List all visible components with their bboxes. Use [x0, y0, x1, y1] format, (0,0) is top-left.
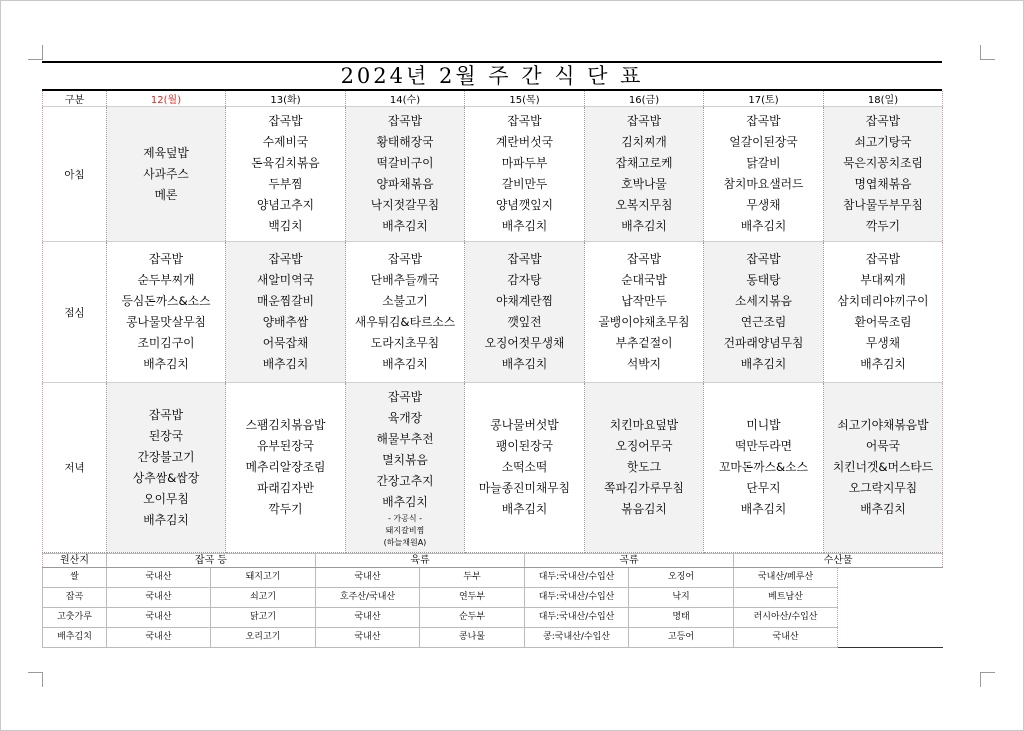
menu-item: 배추김치	[740, 502, 787, 516]
origin-source: 국내산/페루산	[734, 568, 838, 588]
menu-item: 깍두기	[268, 502, 303, 516]
menu-item: 사과주스	[143, 166, 189, 181]
menu-cell	[704, 383, 824, 553]
menu-item: 잡곡밥	[626, 252, 662, 266]
menu-item: 얼갈이된장국	[729, 135, 798, 149]
menu-item: 김치찌개	[621, 135, 667, 149]
menu-item: 낙지젓갈무침	[370, 198, 440, 212]
menu-item: 양념깻잎지	[496, 198, 553, 212]
menu-item: 명엽채볶음	[854, 177, 912, 191]
menu-item: 새알미역국	[257, 273, 314, 287]
menu-item: 참나물두부무침	[843, 198, 923, 212]
origin-source: 국내산	[316, 568, 420, 588]
header-day: 15(목)	[465, 91, 585, 107]
menu-item: 배추김치	[501, 219, 548, 233]
menu-note: (하늘채원A)	[383, 537, 427, 547]
header-day: 17(토)	[704, 91, 824, 107]
menu-item: 간장고추지	[376, 473, 434, 488]
menu-item: 잡곡밥	[507, 252, 542, 266]
origin-row	[43, 628, 943, 648]
origin-source: 대두:국내산/수입산	[525, 568, 629, 588]
origin-item: 두부	[420, 568, 525, 588]
menu-item: 도라지초무침	[370, 336, 440, 350]
menu-cell	[346, 242, 465, 383]
menu-item: 골뱅이야채초무침	[598, 315, 690, 329]
menu-item: 오징어젓무생채	[484, 336, 565, 350]
menu-item: 수제비국	[262, 135, 309, 149]
meal-row-breakfast	[43, 107, 943, 242]
origin-item: 고등어	[629, 628, 734, 648]
menu-item: 환어묵조림	[854, 315, 912, 329]
menu-cell	[107, 242, 226, 383]
menu-item: 무생채	[746, 198, 781, 212]
origin-source: 러시아산/수입산	[734, 608, 838, 628]
origin-item: 오징어	[629, 568, 734, 588]
menu-item: 양배추쌈	[262, 315, 309, 329]
menu-item: 꼬마돈까스&소스	[719, 460, 808, 474]
menu-item: 배추김치	[860, 357, 906, 371]
origin-group-meat: 육류	[316, 554, 525, 568]
meal-row-dinner	[43, 383, 943, 553]
menu-item: 소떡소떡	[501, 460, 548, 474]
menu-item: 호박나물	[621, 177, 667, 191]
menu-item: 배추김치	[621, 219, 667, 233]
menu-item: 소불고기	[382, 294, 428, 308]
origin-item: 고춧가루	[43, 608, 107, 628]
header-row	[43, 91, 943, 107]
menu-item: 치킨마요덮밥	[609, 418, 679, 432]
menu-item: 콩나물버섯밥	[490, 418, 559, 432]
menu-cell	[465, 383, 585, 553]
menu-item: 배추김치	[382, 219, 428, 233]
menu-item: 단무지	[746, 481, 781, 495]
origin-item: 순두부	[420, 608, 525, 628]
header-day: 12(월)	[107, 91, 226, 107]
origin-table	[42, 553, 943, 648]
menu-item: 배추김치	[740, 357, 787, 371]
origin-source: 국내산	[107, 568, 211, 588]
menu-item: 참치마요샐러드	[723, 177, 804, 191]
menu-item: 떡만두라면	[735, 439, 792, 453]
menu-cell	[824, 242, 943, 383]
menu-item: 배추김치	[143, 357, 189, 371]
menu-item: 단배추들깨국	[370, 273, 440, 287]
menu-item: 치킨너겟&머스타드	[832, 460, 934, 474]
menu-item: 잡곡밥	[746, 114, 781, 128]
meal-row-lunch	[43, 242, 943, 383]
menu-item: 연근조림	[740, 315, 787, 329]
menu-item: 깻잎전	[507, 315, 542, 329]
menu-item: 양파채볶음	[376, 177, 434, 191]
menu-item: 잡곡밥	[268, 252, 303, 266]
menu-item: 잡곡밥	[865, 114, 901, 128]
menu-item: 야채계란찜	[496, 294, 553, 308]
menu-cell	[704, 107, 824, 242]
meal-label: 저녁	[43, 383, 107, 553]
menu-item: 파래김자반	[257, 481, 314, 495]
menu-item: 어묵국	[865, 439, 901, 453]
menu-item: 마늘종진미채무침	[478, 481, 571, 495]
menu-cell	[585, 242, 704, 383]
menu-item: 배추김치	[740, 219, 787, 233]
crop-mark-bottom-right	[980, 672, 995, 687]
menu-item: 쇠고기탕국	[854, 135, 912, 149]
menu-item: 등심돈까스&소스	[121, 294, 211, 308]
menu-item: 잡곡밥	[507, 114, 542, 128]
menu-item: 잡곡밥	[865, 252, 901, 266]
menu-item: 잡곡밥	[148, 252, 184, 266]
menu-item: 깍두기	[865, 219, 901, 233]
menu-cell	[226, 242, 346, 383]
crop-mark-bottom-left	[28, 672, 43, 687]
crop-mark-top-left	[28, 45, 43, 60]
menu-item: 된장국	[148, 428, 184, 443]
origin-source: 호주산/국내산	[316, 588, 420, 608]
menu-item: 갈비만두	[501, 177, 548, 191]
menu-item: 오이무침	[143, 491, 189, 506]
menu-item: 해물부추전	[376, 431, 434, 446]
menu-note: 돼지갈비찜	[385, 525, 425, 535]
menu-item: 잡곡밥	[387, 389, 423, 404]
menu-item: 오복지무침	[615, 198, 673, 212]
menu-item: 감자탕	[507, 273, 542, 287]
menu-item: 묵은지꽁치조림	[843, 156, 923, 170]
origin-item: 닭고기	[211, 608, 316, 628]
header-day: 14(수)	[346, 91, 465, 107]
origin-item: 쌀	[43, 568, 107, 588]
menu-item: 돈육김치볶음	[251, 156, 320, 170]
meal-label: 아침	[43, 107, 107, 242]
header-day: 18(일)	[824, 91, 943, 107]
menu-item: 핫도그	[626, 460, 662, 474]
menu-item: 멸치볶음	[382, 452, 428, 467]
origin-group-grains: 잡곡 등	[107, 554, 316, 568]
origin-item: 낙지	[629, 588, 734, 608]
origin-source: 국내산	[107, 608, 211, 628]
origin-source: 국내산	[107, 588, 211, 608]
menu-item: 무생채	[865, 336, 901, 350]
menu-cell	[824, 383, 943, 553]
menu-cell	[107, 107, 226, 242]
origin-source: 국내산	[107, 628, 211, 648]
origin-group-beans: 곡류	[525, 554, 734, 568]
weekly-menu-table	[42, 91, 943, 553]
menu-item: 부대찌개	[860, 273, 906, 287]
origin-source: 국내산	[734, 628, 838, 648]
menu-item: 콩나물맛살무침	[126, 315, 206, 329]
menu-item: 떡갈비구이	[376, 156, 434, 170]
menu-item: 백김치	[268, 219, 303, 233]
menu-item: 유부된장국	[257, 439, 314, 453]
menu-item: 잡곡밥	[148, 407, 184, 422]
menu-item: 오그락지무침	[848, 481, 918, 495]
origin-label: 원산지	[43, 554, 107, 568]
origin-group-seafood: 수산물	[734, 554, 943, 568]
menu-item: 황태해장국	[376, 135, 434, 149]
header-day: 16(금)	[585, 91, 704, 107]
menu-cell	[465, 107, 585, 242]
menu-item: 배추김치	[501, 357, 548, 371]
menu-item: 미니밥	[746, 418, 781, 432]
menu-item: 배추김치	[501, 502, 548, 516]
origin-source: 국내산	[316, 628, 420, 648]
origin-item: 배추김치	[43, 628, 107, 648]
origin-item: 콩나물	[420, 628, 525, 648]
menu-item: 닭갈비	[746, 156, 781, 170]
menu-cell	[585, 107, 704, 242]
origin-row	[43, 568, 943, 588]
menu-item: 석박지	[626, 357, 662, 371]
menu-item: 간장불고기	[137, 449, 195, 464]
origin-item: 쇠고기	[211, 588, 316, 608]
menu-item: 어묵잡채	[262, 336, 309, 350]
header-category: 구분	[43, 91, 107, 107]
menu-item: 순두부찌개	[137, 273, 195, 287]
menu-item: 메추리알장조림	[245, 460, 326, 474]
menu-item: 잡곡밥	[746, 252, 781, 266]
menu-cell	[585, 383, 704, 553]
menu-item: 팽이된장국	[496, 439, 553, 453]
menu-item: 잡곡밥	[387, 252, 423, 266]
menu-item: 볶음김치	[621, 502, 667, 516]
menu-cell	[465, 242, 585, 383]
menu-cell	[346, 107, 465, 242]
menu-item: 순대국밥	[621, 273, 667, 287]
menu-cell	[346, 383, 465, 553]
origin-source: 베트남산	[734, 588, 838, 608]
origin-source: 대두:국내산/수입산	[525, 608, 629, 628]
page-title: 2024년 2월 주 간 식 단 표	[42, 61, 942, 91]
menu-cell	[226, 383, 346, 553]
menu-item: 쇠고기야채볶음밥	[837, 418, 929, 432]
menu-item: 조미김구이	[137, 336, 195, 350]
origin-source: 콩:국내산/수입산	[525, 628, 629, 648]
origin-row	[43, 608, 943, 628]
menu-item: 동태탕	[746, 273, 781, 287]
meal-label: 점심	[43, 242, 107, 383]
menu-note: - 가공식 -	[387, 513, 423, 523]
menu-item: 쪽파김가루무침	[604, 481, 684, 495]
menu-item: 새우튀김&타르소스	[354, 315, 456, 329]
menu-item: 잡채고로케	[615, 156, 673, 170]
menu-item: 소세지볶음	[735, 294, 792, 308]
menu-item: 양념고추지	[257, 198, 314, 212]
menu-item: 배추김치	[382, 494, 428, 509]
menu-item: 상추쌈&쌈장	[132, 470, 200, 485]
menu-item: 배추김치	[860, 502, 906, 516]
header-day: 13(화)	[226, 91, 346, 107]
menu-cell	[226, 107, 346, 242]
menu-item: 잡곡밥	[268, 114, 303, 128]
crop-mark-top-right	[980, 45, 995, 60]
menu-item: 삼치데리야끼구이	[837, 294, 929, 308]
menu-item: 계란버섯국	[496, 135, 553, 149]
menu-item: 육개장	[387, 410, 423, 425]
menu-item: 납작만두	[621, 294, 667, 308]
menu-cell	[824, 107, 943, 242]
menu-item: 잡곡밥	[626, 114, 662, 128]
menu-cell	[107, 383, 226, 553]
menu-document	[42, 61, 942, 648]
menu-item: 부추겉절이	[615, 336, 673, 350]
origin-item: 연두부	[420, 588, 525, 608]
origin-item: 잡곡	[43, 588, 107, 608]
menu-item: 건파래양념무침	[723, 336, 804, 350]
menu-item: 스팸김치볶음밥	[245, 418, 326, 432]
menu-item: 매운찜갈비	[257, 294, 314, 308]
menu-item: 제육덮밥	[143, 145, 189, 160]
origin-source: 대두:국내산/수입산	[525, 588, 629, 608]
menu-item: 배추김치	[382, 357, 428, 371]
origin-group-row	[43, 554, 943, 568]
origin-item: 오리고기	[211, 628, 316, 648]
origin-source: 국내산	[316, 608, 420, 628]
origin-item: 돼지고기	[211, 568, 316, 588]
menu-item: 잡곡밥	[387, 114, 423, 128]
menu-item: 오징어무국	[615, 439, 673, 453]
origin-row	[43, 588, 943, 608]
origin-item: 명태	[629, 608, 734, 628]
menu-item: 배추김치	[262, 357, 309, 371]
menu-item: 마파두부	[501, 156, 548, 170]
menu-item: 메론	[154, 187, 178, 202]
menu-item: 배추김치	[143, 512, 189, 527]
menu-cell	[704, 242, 824, 383]
menu-item: 두부찜	[268, 177, 303, 191]
